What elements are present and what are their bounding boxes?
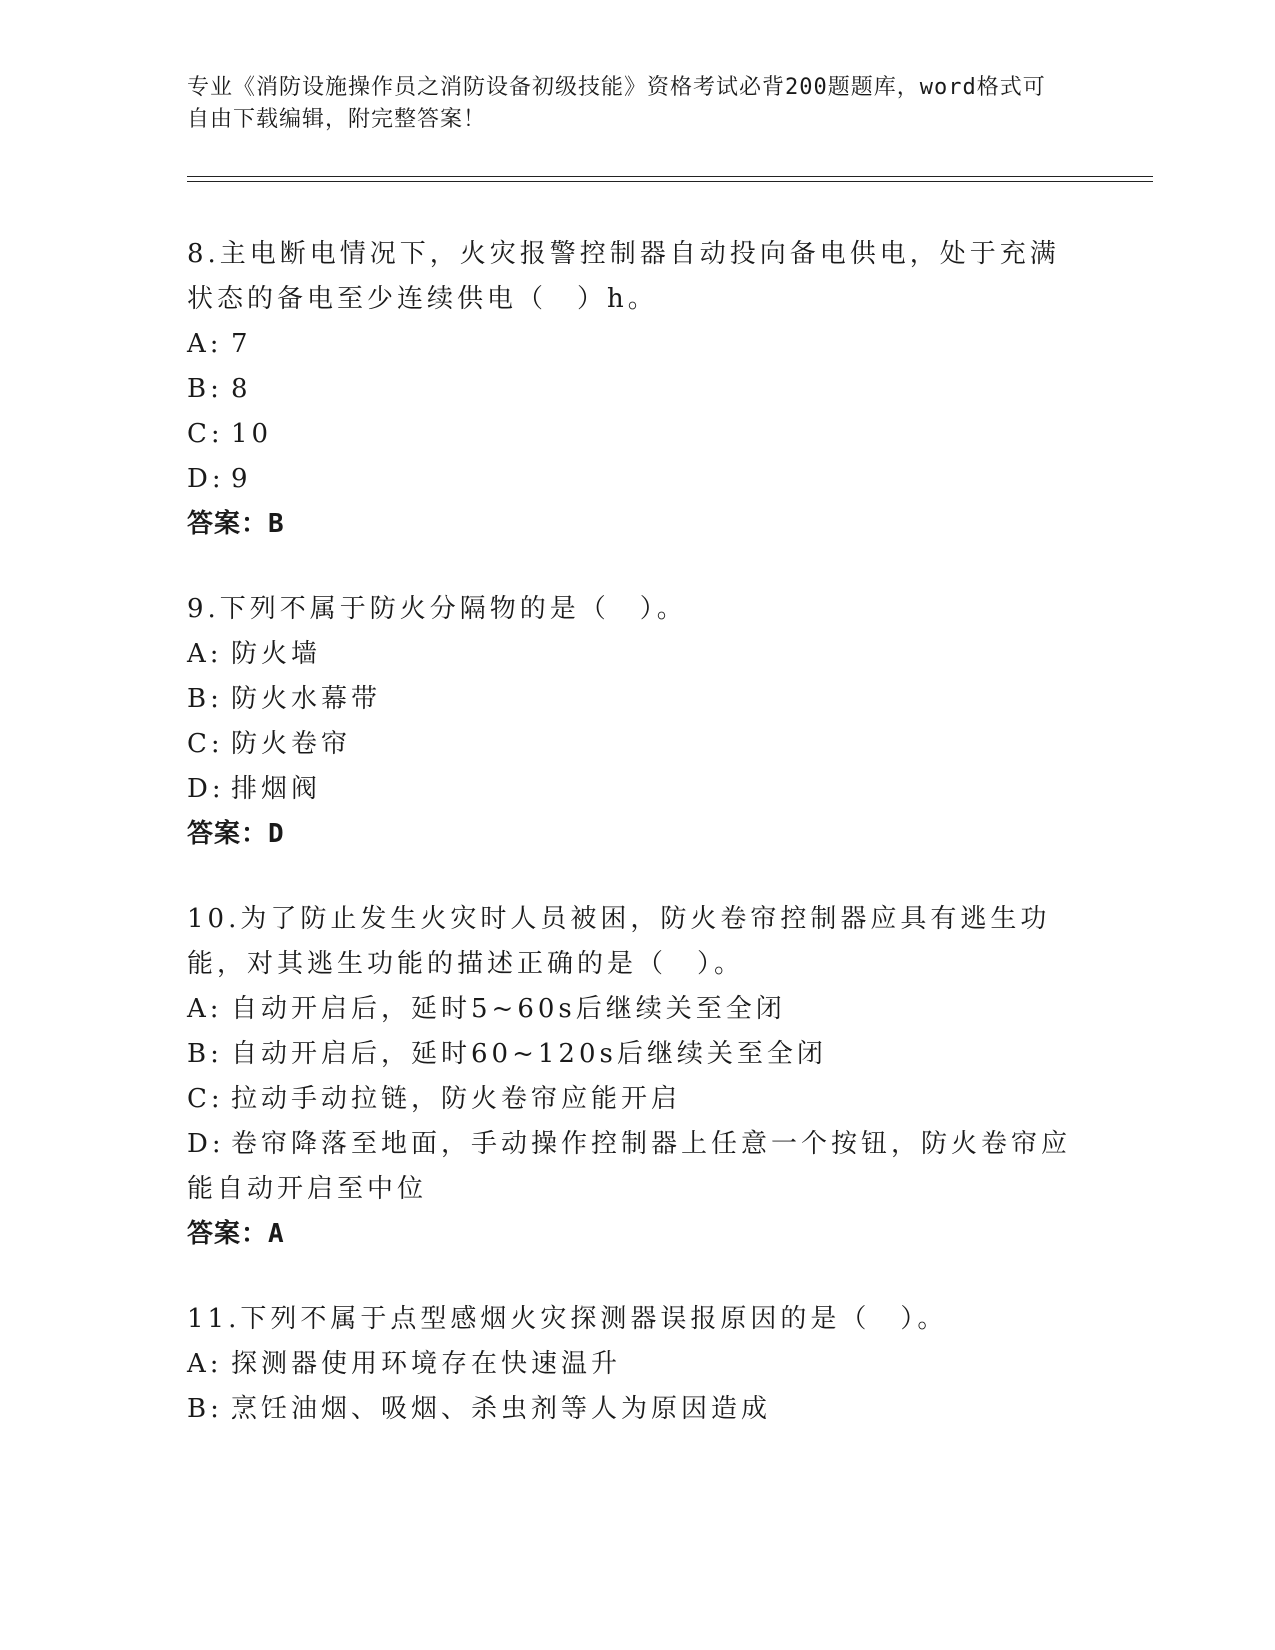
header-divider-top: [187, 176, 1153, 177]
answer-line: 答案：A: [187, 1219, 285, 1249]
option-text: 10: [231, 419, 273, 449]
option-text: 防火卷帘: [231, 729, 352, 759]
option-text: 防火墙: [231, 639, 322, 669]
question-8: [187, 232, 1087, 547]
option-text: 探测器使用环境存在快速温升: [231, 1349, 622, 1379]
option-letter: A:: [187, 1349, 223, 1379]
question-9: [187, 587, 1087, 857]
option-letter: C:: [187, 1084, 224, 1114]
option-letter: D:: [187, 774, 225, 804]
option-d: [187, 767, 1087, 812]
document-header: 专业《消防设施操作员之消防设备初级技能》资格考试必背200题题库，word格式可自由下载编辑，附完整答案！: [187, 75, 1046, 132]
option-b: [187, 677, 1087, 722]
answer-line: 答案：D: [187, 819, 285, 849]
option-letter: A:: [187, 329, 223, 359]
option-text: 防火水幕带: [231, 684, 382, 714]
question-text: 10.为了防止发生火灾时人员被困，防火卷帘控制器应具有逃生功能，对其逃生功能的描述正确的是（ ）。: [187, 904, 1051, 979]
question-10: [187, 897, 1087, 1257]
option-b: [187, 1032, 1087, 1077]
option-a: [187, 1342, 1087, 1387]
option-letter: D:: [187, 1129, 225, 1159]
option-c: [187, 1077, 1087, 1122]
option-letter: C:: [187, 419, 224, 449]
option-letter: A:: [187, 639, 223, 669]
option-letter: C:: [187, 729, 224, 759]
option-text: 自动开启后，延时5~60s后继续关至全闭: [231, 994, 786, 1024]
option-letter: A:: [187, 994, 223, 1024]
question-text: 11.下列不属于点型感烟火灾探测器误报原因的是（ ）。: [187, 1304, 948, 1334]
option-a: [187, 322, 1087, 367]
option-d: [187, 457, 1087, 502]
question-11: [187, 1297, 1087, 1432]
option-letter: B:: [187, 1039, 223, 1069]
option-c: [187, 412, 1087, 457]
option-letter: D:: [187, 464, 225, 494]
answer-line: 答案：B: [187, 509, 285, 539]
option-a: [187, 632, 1087, 677]
header-divider-bottom: [187, 181, 1153, 182]
option-text: 烹饪油烟、吸烟、杀虫剂等人为原因造成: [231, 1394, 772, 1424]
option-text: 9: [231, 464, 252, 494]
question-text: 8.主电断电情况下，火灾报警控制器自动投向备电供电，处于充满状态的备电至少连续供电（ ）h。: [187, 239, 1060, 314]
option-letter: B:: [187, 684, 223, 714]
option-b: [187, 367, 1087, 412]
option-b: [187, 1387, 1087, 1432]
option-text: 7: [231, 329, 252, 359]
option-a: [187, 987, 1087, 1032]
option-text: 拉动手动拉链，防火卷帘应能开启: [231, 1084, 682, 1114]
option-text: 自动开启后，延时60~120s后继续关至全闭: [231, 1039, 827, 1069]
option-letter: B:: [187, 1394, 223, 1424]
question-list: [187, 232, 1087, 1472]
option-letter: B:: [187, 374, 223, 404]
option-text: 8: [231, 374, 252, 404]
question-text: 9.下列不属于防火分隔物的是（ ）。: [187, 594, 687, 624]
option-text: 卷帘降落至地面，手动操作控制器上任意一个按钮，防火卷帘应能自动开启至中位: [187, 1129, 1072, 1204]
option-d: [187, 1122, 1087, 1212]
option-c: [187, 722, 1087, 767]
option-text: 排烟阀: [231, 774, 322, 804]
